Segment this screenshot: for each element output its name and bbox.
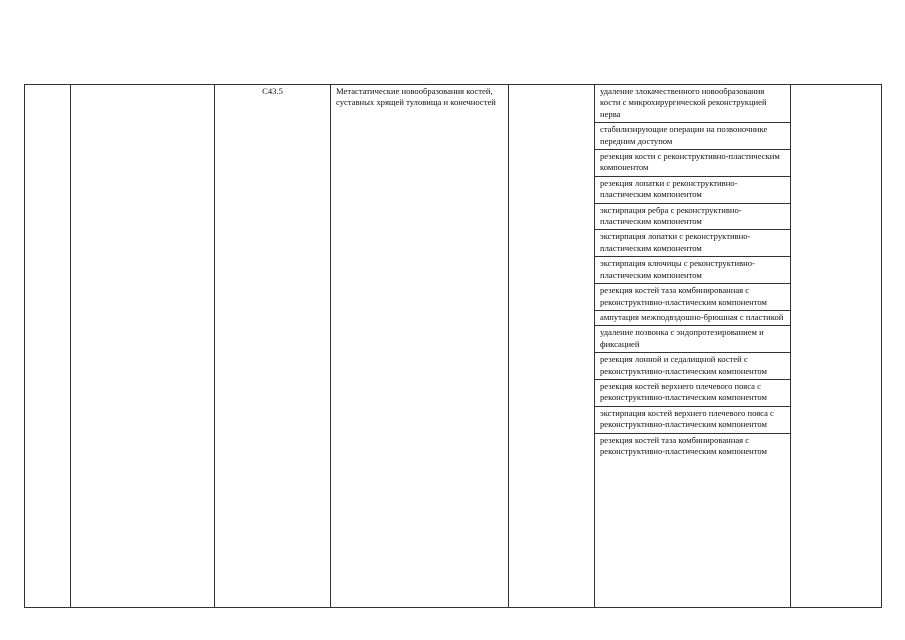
icd-code-cell: [215, 85, 331, 608]
list-item: резекция лопатки с реконструктивно-пластическим компонентом: [595, 177, 790, 204]
list-item: удаление позвонка с эндопротезированием и фиксацией: [595, 326, 790, 353]
list-item: резекция костей таза комбинированная с реконструктивно-пластическим компонентом: [600, 434, 767, 456]
list-item: резекция кости с реконструктивно-пластическим компонентом: [595, 150, 790, 177]
list-item: резекция костей таза комбинированная с реконструктивно-пластическим компонентом: [595, 284, 790, 311]
list-item: экстирпация костей верхнего плечевого пояса с реконструктивно-пластическим компонентом: [595, 407, 790, 434]
patient-model-cell: [509, 85, 595, 608]
treatment-methods-list: [595, 85, 790, 459]
list-item: экстирпация лопатки с реконструктивно-пластическим компонентом: [595, 230, 790, 257]
profile-cell: [71, 85, 215, 608]
list-item: экстирпация ребра с реконструктивно-пластическим компонентом: [595, 204, 790, 231]
list-item: стабилизирующие операции на позвоночнике передним доступом: [595, 123, 790, 150]
list-item: экстирпация ключицы с реконструктивно-пластическим компонентом: [595, 257, 790, 284]
medical-procedures-table: [24, 84, 882, 608]
list-item: резекция костей верхнего плечевого пояса с реконструктивно-пластическим компонентом: [595, 380, 790, 407]
table-row: [25, 85, 882, 608]
icd-code: C43.5: [262, 86, 283, 96]
diagnosis-cell: [331, 85, 509, 608]
row-number-cell: [25, 85, 71, 608]
list-item: ампутация межподвздошно-брюшная с пластикой: [595, 311, 790, 326]
list-item: удаление злокачественного новообразования кости с микрохирургической реконструкцией нерва: [595, 85, 790, 123]
diagnosis-text: Метастатические новообразования костей, суставных хрящей туловища и конечностей: [336, 86, 496, 108]
standard-cost-cell: [791, 85, 882, 608]
list-item: резекция лонной и седалищной костей с реконструктивно-пластическим компонентом: [595, 353, 790, 380]
treatment-methods-cell: [595, 85, 791, 608]
